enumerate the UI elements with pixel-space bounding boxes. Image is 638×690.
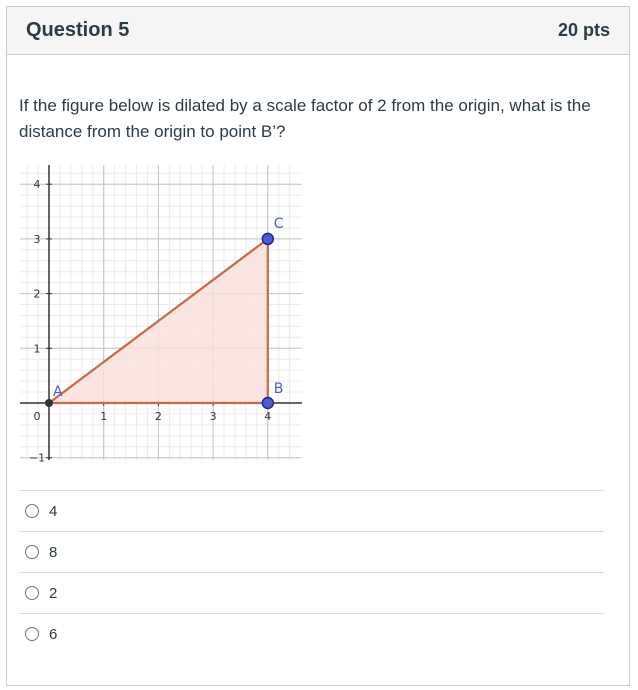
radio-button[interactable] <box>25 627 39 641</box>
y-tick-label: 3 <box>33 232 41 246</box>
question-text: If the figure below is dilated by a scale factor of 2 from the origin, what is the distance from the origin to point B’? <box>19 96 591 141</box>
radio-button[interactable] <box>25 545 39 559</box>
radio-button[interactable] <box>25 586 39 600</box>
point-label-b: B <box>273 381 284 397</box>
point-a <box>45 399 53 407</box>
x-tick-label: 4 <box>264 410 272 423</box>
answer-label: 8 <box>49 543 58 561</box>
y-tick-label: 1 <box>33 342 41 356</box>
coordinate-graph <box>20 165 310 465</box>
y-tick-label: 2 <box>33 287 41 301</box>
point-b <box>262 398 273 409</box>
y-tick-label: −1 <box>28 451 46 465</box>
point-label-c: C <box>273 215 284 232</box>
answer-label: 2 <box>49 584 58 602</box>
answer-option[interactable] <box>19 531 604 572</box>
answer-option[interactable] <box>19 490 604 531</box>
x-tick-label: 3 <box>209 410 217 423</box>
radio-button[interactable] <box>25 504 39 518</box>
question-header <box>7 7 629 55</box>
point-label-a: A <box>53 384 63 400</box>
answer-option[interactable] <box>19 613 604 654</box>
y-tick-label: 4 <box>33 178 41 192</box>
x-tick-label: 1 <box>100 410 108 423</box>
question-title: Question 5 <box>26 19 130 41</box>
x-tick-label: 0 <box>33 410 41 423</box>
answer-option[interactable] <box>19 572 604 613</box>
answer-label: 6 <box>49 625 58 643</box>
answer-label: 4 <box>49 502 58 520</box>
question-points: 20 pts <box>557 20 610 40</box>
point-c <box>262 233 273 244</box>
x-tick-label: 2 <box>154 410 162 423</box>
answer-list <box>19 490 604 654</box>
